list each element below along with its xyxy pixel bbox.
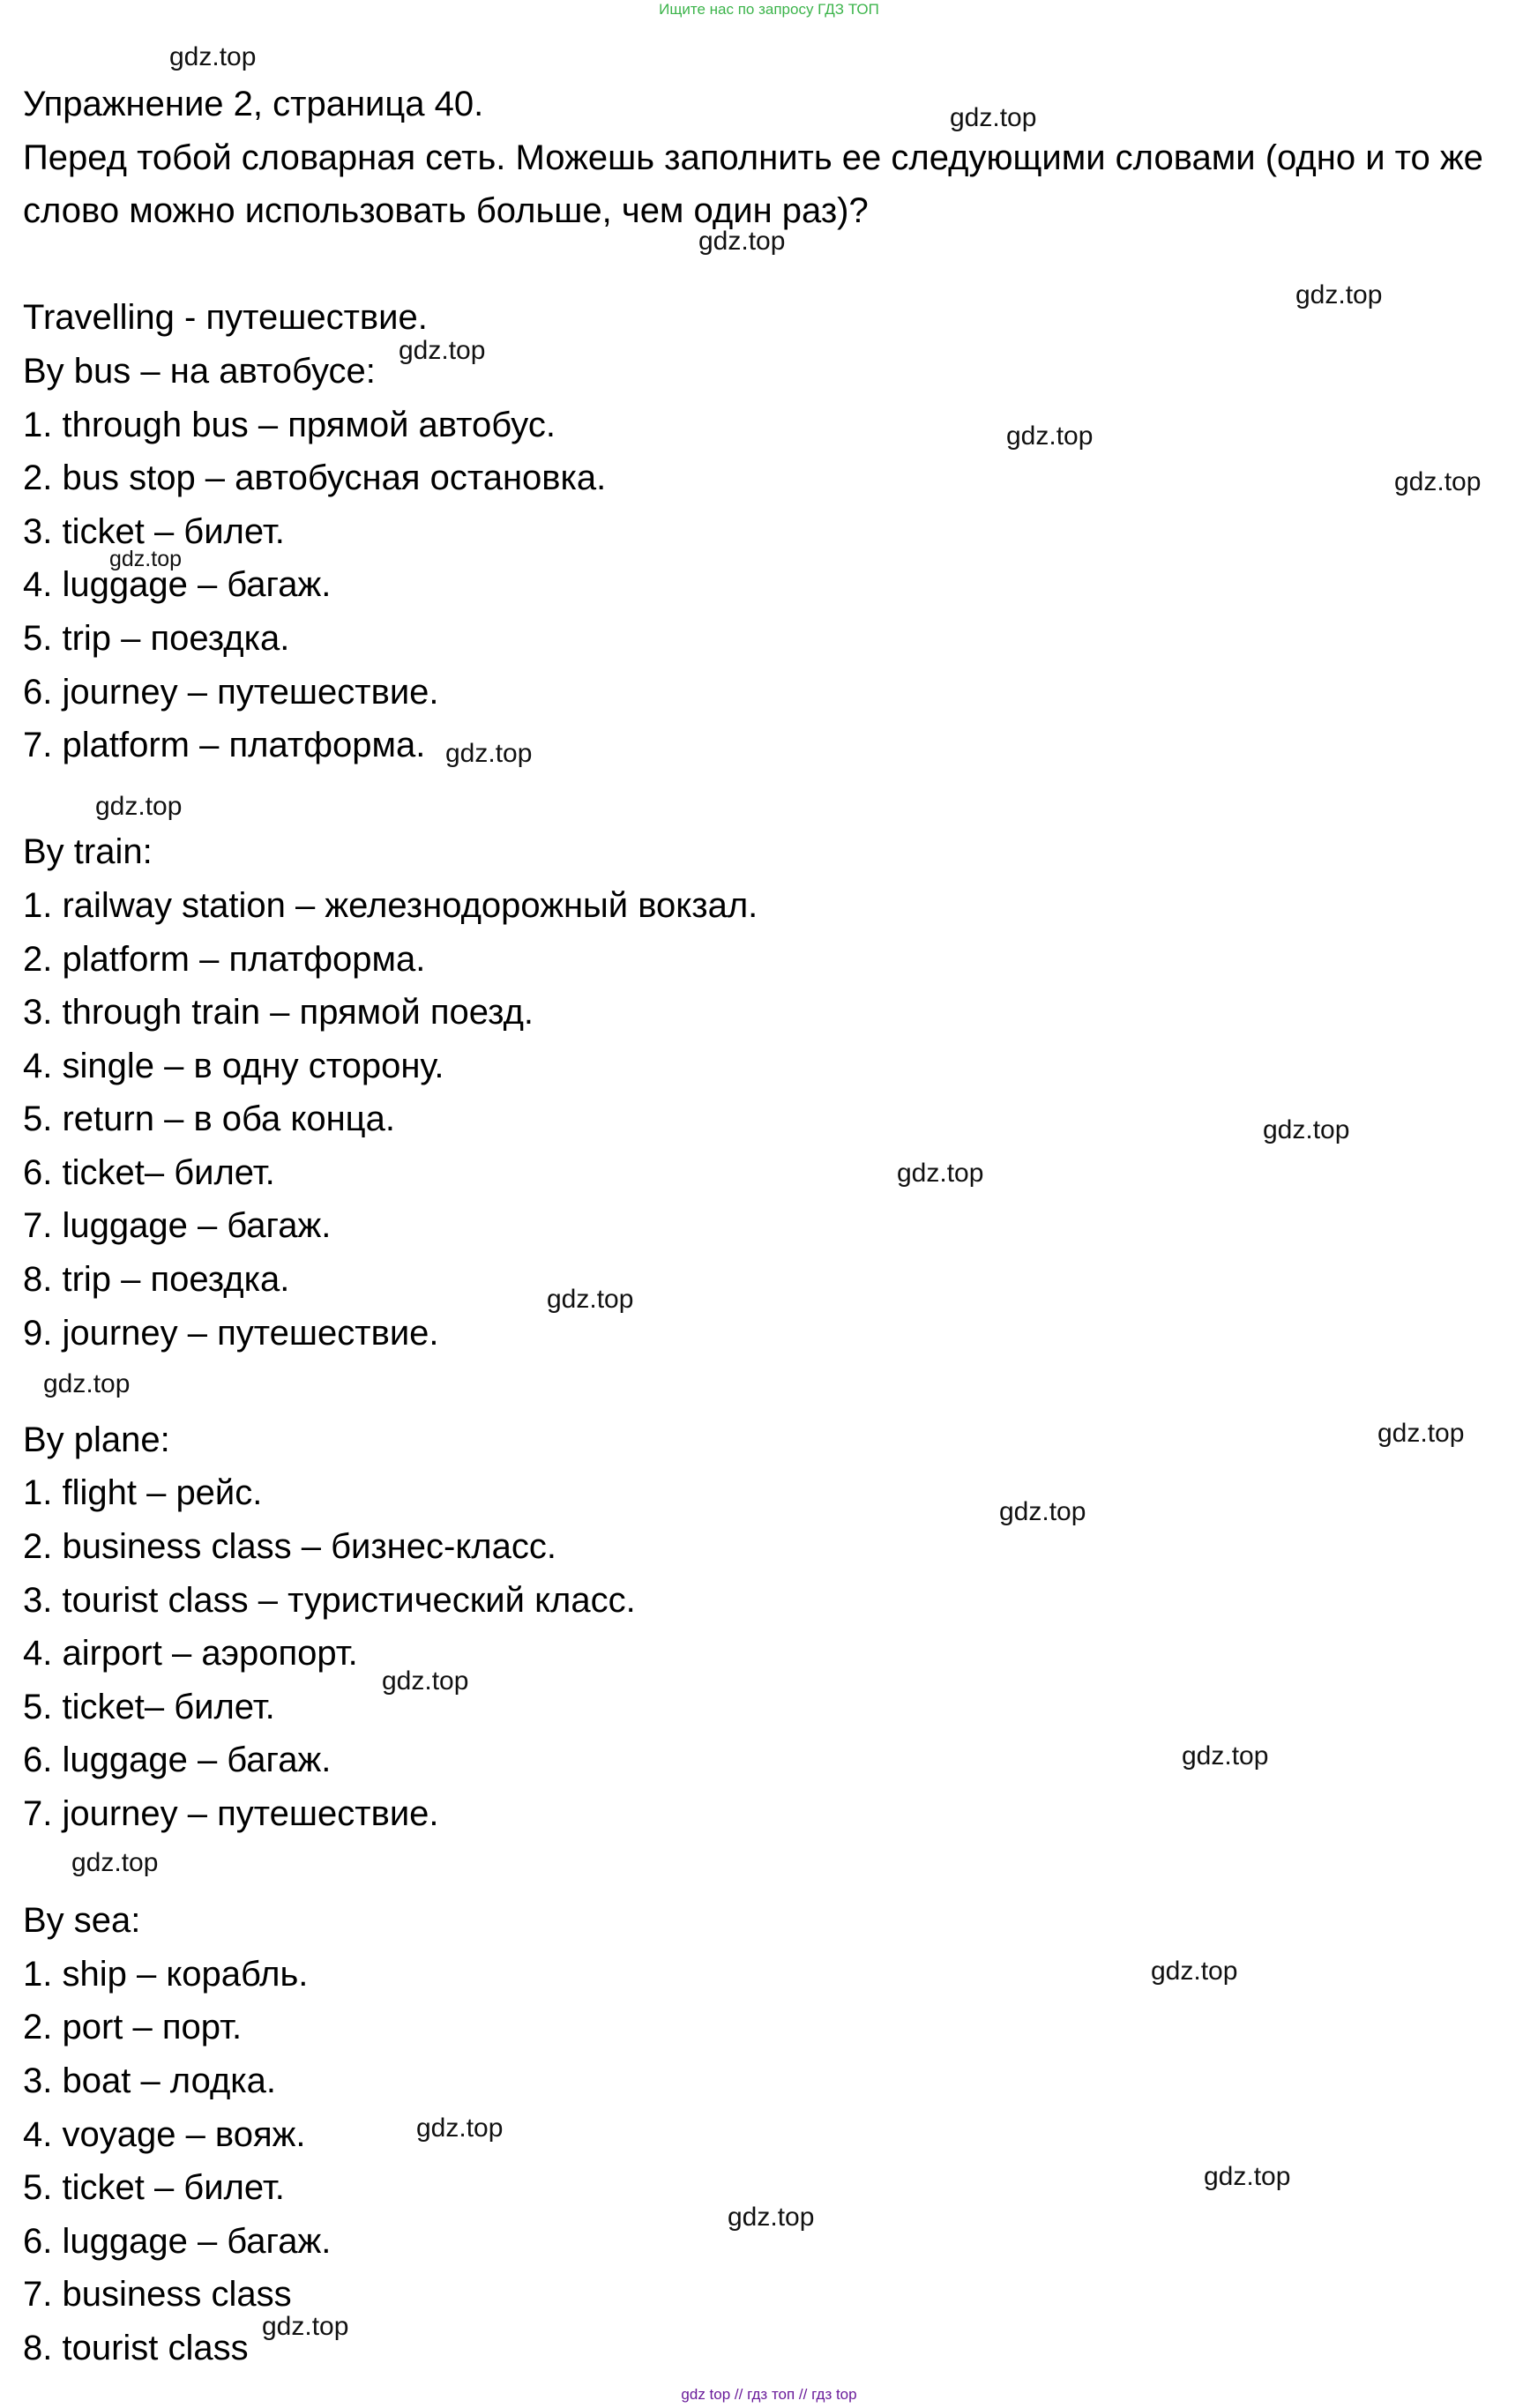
watermark: gdz.top	[109, 547, 183, 571]
list-item: 3. boat – лодка.	[23, 2061, 277, 2100]
exercise-content	[23, 78, 1522, 2375]
watermark: gdz.top	[999, 1497, 1086, 1526]
list-item: 6. luggage – багаж.	[23, 1741, 332, 1780]
watermark: gdz.top	[1006, 421, 1094, 451]
list-item: 2. platform – платформа.	[23, 939, 426, 979]
watermark: gdz.top	[1204, 2162, 1291, 2191]
list-item: 3. ticket – билет.	[23, 511, 285, 551]
watermark: gdz.top	[547, 1285, 634, 1314]
list-item: 4. voyage – вояж.	[23, 2114, 306, 2154]
spacer	[23, 1360, 1522, 1413]
watermark: gdz.top	[897, 1159, 984, 1188]
watermark: gdz.top	[43, 1369, 131, 1398]
list-item: 1. ship – корабль.	[23, 1954, 309, 1994]
list-item: 4. single – в одну сторону.	[23, 1046, 444, 1085]
watermark: gdz.top	[1394, 467, 1482, 496]
section-bus	[23, 345, 1522, 772]
watermark: gdz.top	[1295, 280, 1383, 309]
top-banner: Ищите нас по запросу ГДЗ ТОП	[659, 1, 879, 18]
watermark: gdz.top	[950, 103, 1037, 132]
section-title: By plane:	[23, 1420, 170, 1459]
watermark: gdz.top	[1182, 1741, 1269, 1771]
watermark: gdz.top	[169, 42, 257, 71]
list-item: 5. ticket– билет.	[23, 1687, 275, 1726]
list-item: 3. through train – прямой поезд.	[23, 993, 534, 1033]
spacer	[23, 1841, 1522, 1895]
section-title: By bus – на автобусе:	[23, 351, 376, 391]
list-item: 1. flight – рейс.	[23, 1473, 263, 1513]
section-train	[23, 825, 1522, 1360]
list-item: 8. tourist class	[23, 2328, 249, 2367]
list-item: 5. ticket – билет.	[23, 2168, 285, 2208]
section-plane	[23, 1413, 1522, 1841]
list-item: 6. luggage – багаж.	[23, 2221, 332, 2261]
list-item: 6. journey – путешествие.	[23, 672, 439, 712]
watermark: gdz.top	[71, 1848, 159, 1877]
watermark: gdz.top	[1377, 1419, 1465, 1448]
section-title: By train:	[23, 832, 153, 872]
list-item: 3. tourist class – туристический класс.	[23, 1580, 636, 1620]
spacer	[23, 772, 1522, 826]
list-item: 4. airport – аэропорт.	[23, 1634, 358, 1674]
list-item: 8. trip – поездка.	[23, 1260, 290, 1300]
section-sea	[23, 1894, 1522, 2374]
watermark: gdz.top	[698, 227, 786, 256]
list-item: 6. ticket– билет.	[23, 1152, 275, 1192]
section-title: By sea:	[23, 1901, 141, 1941]
watermark: gdz.top	[728, 2203, 815, 2232]
watermark: gdz.top	[1151, 1957, 1238, 1986]
watermark: gdz.top	[95, 792, 183, 821]
watermark: gdz.top	[399, 336, 486, 365]
list-item: 5. return – в оба конца.	[23, 1100, 395, 1139]
exercise-instruction: Перед тобой словарная сеть. Можешь заполнить ее следующими словами (одно и то же слово можно использовать больше, чем один раз)?	[23, 138, 1483, 231]
list-item: 7. platform – платформа.	[23, 726, 426, 765]
list-item: 9. journey – путешествие.	[23, 1313, 439, 1353]
list-item: 1. railway station – железнодорожный вокзал.	[23, 885, 758, 925]
list-item: 2. business class – бизнес-класс.	[23, 1527, 556, 1567]
list-item: 7. luggage – багаж.	[23, 1206, 332, 1246]
list-item: 2. port – порт.	[23, 2008, 243, 2047]
watermark: gdz.top	[416, 2114, 504, 2143]
list-item: 5. trip – поездка.	[23, 618, 290, 658]
list-item: 4. luggage – багаж.	[23, 565, 332, 605]
watermark: gdz.top	[262, 2312, 349, 2341]
watermark: gdz.top	[1263, 1115, 1350, 1144]
footer-links: gdz top // гдз топ // гдз top	[681, 2386, 857, 2403]
list-item: 7. business class	[23, 2275, 292, 2315]
watermark: gdz.top	[445, 739, 533, 768]
topic-title: Travelling - путешествие.	[23, 298, 428, 338]
list-item: 7. journey – путешествие.	[23, 1794, 439, 1833]
list-item: 2. bus stop – автобусная остановка.	[23, 458, 607, 498]
watermark: gdz.top	[382, 1666, 469, 1696]
exercise-heading: Упражнение 2, страница 40.	[23, 85, 484, 123]
list-item: 1. through bus – прямой автобус.	[23, 405, 556, 444]
